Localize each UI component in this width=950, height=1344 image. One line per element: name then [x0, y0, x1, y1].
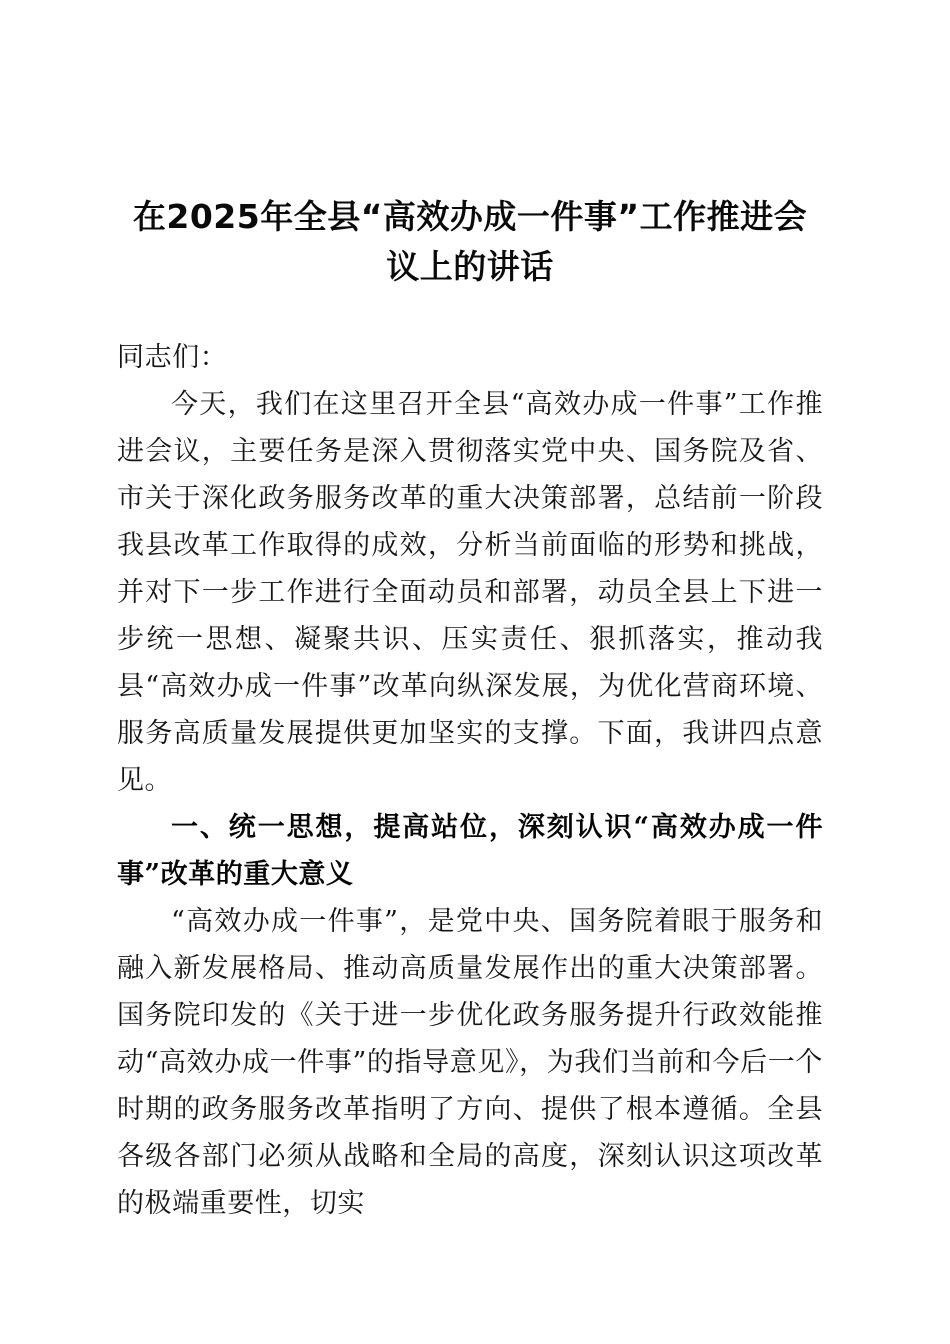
page-title: 在2025年全县“高效办成一件事”工作推进会议上的讲话 — [132, 197, 808, 286]
document-content-column — [117, 0, 823, 1227]
paragraph-intro: 今天，我们在这里召开全县“高效办成一件事”工作推进会议，主要任务是深入贯彻落实党中央、国务院及省、市关于深化政务服务改革的重大决策部署，总结前一阶段我县改革工作取得的成效，分析当前面临的形势和挑战，并对下一步工作进行全面动员和部署，动员全县上下进一步统一思想、凝聚共识、压实责任、狠抓落实，推动我县“高效办成一件事”改革向纵深发展，为优化营商环境、服务高质量发展提供更加坚实的支撑。下面，我讲四点意见。 — [117, 389, 823, 796]
paragraph-section-one-body: “高效办成一件事”，是党中央、国务院着眼于服务和融入新发展格局、推动高质量发展作出的重大决策部署。国务院印发的《关于进一步优化政务服务提升行政效能推动“高效办成一件事”的指导意见》，为我们当前和今后一个时期的政务服务改革指明了方向、提供了根本遵循。全县各级各部门必须从战略和全局的高度，深刻认识这项改革的极端重要性，切实 — [117, 906, 823, 1219]
section-heading-one: 一、统一思想，提高站位，深刻认识“高效办成一件事”改革的重大意义 — [117, 812, 823, 890]
salutation: 同志们： — [117, 342, 228, 373]
